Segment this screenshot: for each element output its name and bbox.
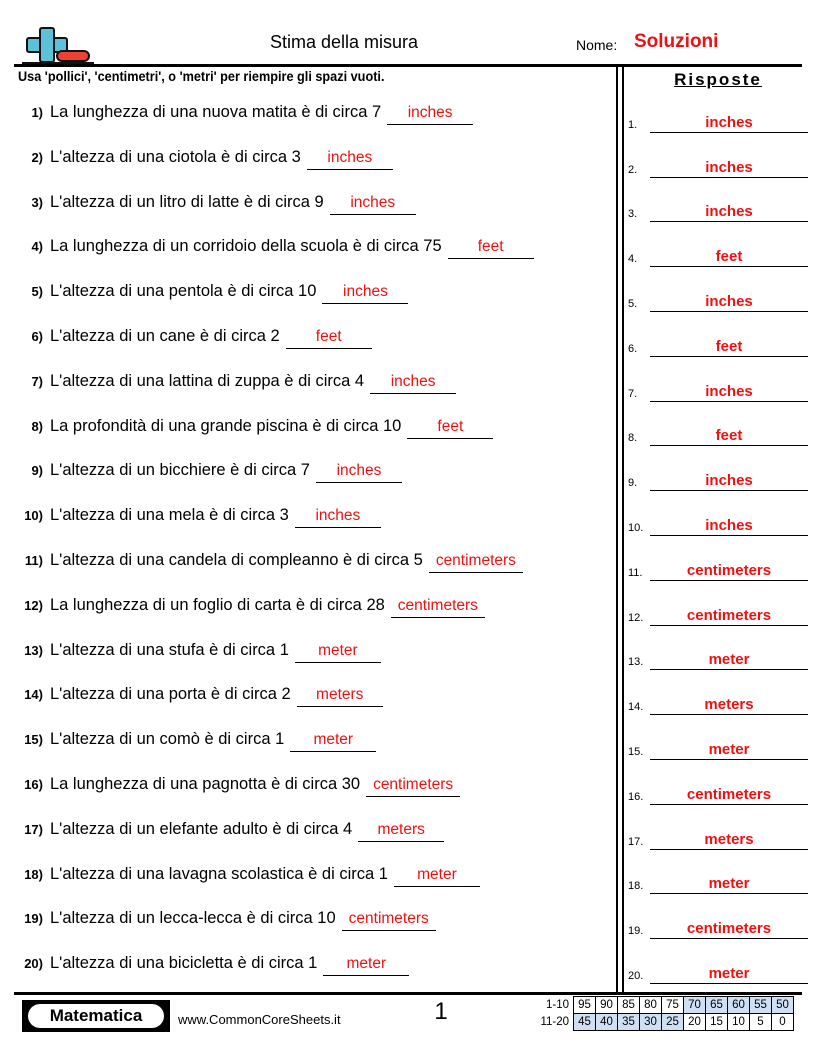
- question-number: 14): [24, 687, 43, 703]
- page-number: 1: [434, 998, 448, 1025]
- answer-key-value[interactable]: meters: [650, 831, 808, 850]
- answer-key-value[interactable]: inches: [650, 114, 808, 133]
- answer-key-number: 14.: [628, 701, 644, 714]
- question-body: [50, 640, 381, 663]
- question-answer-blank[interactable]: meter: [323, 954, 409, 976]
- question-body: [50, 102, 473, 125]
- question-answer-blank[interactable]: centimeters: [366, 775, 460, 797]
- footer-divider-rule: [14, 992, 802, 995]
- divider-line-left: [616, 67, 618, 992]
- score-table-cell: 10: [728, 1014, 750, 1031]
- answer-key-row: [628, 898, 808, 943]
- question-answer-blank[interactable]: centimeters: [342, 909, 436, 931]
- question-body: [50, 460, 402, 483]
- answer-key-number: 1.: [628, 118, 638, 131]
- question-text: L'altezza di una bicicletta è di circa 1: [50, 954, 318, 973]
- score-table-cell: 95: [574, 997, 596, 1014]
- answer-key-number: 6.: [628, 342, 638, 355]
- commoncoresheets-logo-icon: [20, 26, 94, 66]
- question-number: 6): [31, 328, 43, 344]
- question-answer-blank[interactable]: centimeters: [391, 596, 485, 618]
- question-row: [14, 275, 610, 320]
- answer-key-row: [628, 943, 808, 988]
- question-number: 8): [31, 418, 43, 434]
- question-row: [14, 858, 610, 903]
- answer-key-number: 19.: [628, 925, 644, 938]
- question-body: [50, 550, 523, 573]
- answer-key-value[interactable]: meter: [650, 741, 808, 760]
- question-answer-blank[interactable]: inches: [295, 506, 381, 528]
- answer-key-number: 5.: [628, 297, 638, 310]
- answer-key-row: [628, 630, 808, 675]
- answer-key-row: [628, 495, 808, 540]
- score-table-cell: 5: [750, 1014, 772, 1031]
- question-text: L'altezza di una lattina di zuppa è di circa 4: [50, 371, 365, 390]
- question-number: 3): [31, 194, 43, 210]
- score-table-cell: 55: [750, 997, 772, 1014]
- question-answer-blank[interactable]: inches: [387, 103, 473, 125]
- score-table-row-label: 1-10: [545, 999, 569, 1011]
- name-label: Nome:: [576, 37, 618, 53]
- score-table-cell: 15: [706, 1014, 728, 1031]
- score-table-row: [533, 1014, 794, 1031]
- answer-key-row: [628, 854, 808, 899]
- question-row: [14, 544, 610, 589]
- question-text: L'altezza di una candela di compleanno è di circa 5: [50, 550, 423, 569]
- question-row: [14, 454, 610, 499]
- question-row: [14, 634, 610, 679]
- question-row: [14, 141, 610, 186]
- answer-key-number: 12.: [628, 611, 644, 624]
- question-list: [14, 96, 610, 992]
- question-number: 19): [24, 911, 43, 927]
- answer-key-row: [628, 92, 808, 137]
- question-text: L'altezza di un bicchiere è di circa 7: [50, 461, 310, 480]
- answer-key-value[interactable]: inches: [650, 159, 808, 178]
- brand-badge-label: Matematica: [28, 1004, 164, 1028]
- answer-key-row: [628, 226, 808, 271]
- question-body: [50, 953, 409, 976]
- score-table-cell: 30: [640, 1014, 662, 1031]
- answer-key-row: [628, 809, 808, 854]
- question-text: L'altezza di un lecca-lecca è di circa 10: [50, 909, 336, 928]
- question-text: L'altezza di una porta è di circa 2: [50, 685, 291, 704]
- score-table-cell: 65: [706, 997, 728, 1014]
- answer-key-row: [628, 719, 808, 764]
- question-body: [50, 908, 436, 931]
- answer-key-row: [628, 316, 808, 361]
- score-table-cell: 90: [596, 997, 618, 1014]
- answer-key-row: [628, 182, 808, 227]
- answer-key-number: 11.: [628, 566, 643, 579]
- question-row: [14, 230, 610, 275]
- score-table-row: [533, 997, 794, 1014]
- question-number: 10): [24, 508, 43, 524]
- score-table-cell: 0: [772, 1014, 794, 1031]
- answer-key-row: [628, 674, 808, 719]
- answer-key-number: 8.: [628, 432, 638, 445]
- answer-key-value[interactable]: feet: [650, 338, 808, 357]
- question-answer-blank[interactable]: centimeters: [429, 551, 523, 573]
- logo-minus-bar: [56, 50, 90, 62]
- question-body: [50, 684, 383, 707]
- question-body: [50, 819, 444, 842]
- question-answer-blank[interactable]: inches: [322, 282, 408, 304]
- answer-key-row: [628, 764, 808, 809]
- question-body: [50, 595, 485, 618]
- page-title: Stima della misura: [269, 32, 419, 52]
- answer-key-row: [628, 137, 808, 182]
- score-table-cell: 60: [728, 997, 750, 1014]
- question-row: [14, 947, 610, 992]
- answer-key-list: [628, 92, 808, 988]
- question-row: [14, 813, 610, 858]
- question-number: 11): [24, 552, 43, 568]
- question-row: [14, 589, 610, 634]
- question-row: [14, 410, 610, 455]
- question-text: L'altezza di una lavagna scolastica è di circa 1: [50, 864, 388, 883]
- question-text: L'altezza di un elefante adulto è di circa 4: [50, 819, 353, 838]
- answer-key-value[interactable]: inches: [650, 293, 808, 312]
- answer-key-number: 2.: [628, 163, 638, 176]
- answer-key-value[interactable]: inches: [650, 383, 808, 402]
- question-text: L'altezza di un litro di latte è di circa 9: [50, 192, 324, 211]
- score-conversion-table: [533, 996, 794, 1031]
- question-text: La profondità di una grande piscina è di circa 10: [50, 416, 402, 435]
- question-row: [14, 186, 610, 231]
- question-body: [50, 236, 534, 259]
- question-text: L'altezza di una stufa è di circa 1: [50, 640, 289, 659]
- answer-key-number: 16.: [628, 790, 644, 803]
- question-row: [14, 902, 610, 947]
- score-table-cell: 35: [618, 1014, 640, 1031]
- question-answer-blank[interactable]: inches: [307, 148, 393, 170]
- question-answer-blank[interactable]: meter: [394, 865, 480, 887]
- question-body: [50, 147, 393, 170]
- answer-key-number: 18.: [628, 880, 644, 893]
- answer-key-value[interactable]: inches: [650, 203, 808, 222]
- answer-key-number: 10.: [628, 521, 644, 534]
- score-table-cell: 40: [596, 1014, 618, 1031]
- instructions-text: Usa 'pollici', 'centimetri', o 'metri' per riempire gli spazi vuoti.: [18, 69, 385, 84]
- question-number: 4): [31, 239, 43, 255]
- header-divider-rule: [14, 64, 802, 67]
- answer-key-number: 20.: [628, 969, 644, 982]
- answer-key-row: [628, 585, 808, 630]
- divider-line-right: [622, 67, 624, 992]
- question-number: 1): [31, 105, 43, 120]
- answer-key-value[interactable]: centimeters: [650, 607, 808, 626]
- answer-key-row: [628, 271, 808, 316]
- question-number: 15): [24, 732, 43, 748]
- answer-key-panel: [628, 68, 808, 988]
- question-answer-blank[interactable]: inches: [370, 372, 456, 394]
- answer-key-number: 9.: [628, 477, 638, 490]
- answer-key-number: 15.: [628, 745, 644, 758]
- name-field-value[interactable]: Soluzioni: [634, 31, 719, 52]
- question-answer-blank[interactable]: inches: [316, 461, 402, 483]
- score-table-cell: 50: [772, 997, 794, 1014]
- question-text: L'altezza di una pentola è di circa 10: [50, 282, 317, 301]
- answer-key-value[interactable]: centimeters: [650, 920, 808, 939]
- question-answer-blank[interactable]: feet: [407, 417, 493, 439]
- score-table-cell: 45: [574, 1014, 596, 1031]
- score-table-cell: 85: [618, 997, 640, 1014]
- question-answer-blank[interactable]: meters: [297, 685, 383, 707]
- question-number: 17): [24, 821, 43, 837]
- answer-key-value[interactable]: feet: [650, 427, 808, 446]
- question-text: L'altezza di un comò è di circa 1: [50, 730, 285, 749]
- question-number: 16): [24, 776, 43, 792]
- question-number: 18): [24, 866, 43, 882]
- question-row: [14, 723, 610, 768]
- question-number: 12): [24, 597, 43, 613]
- question-body: [50, 416, 493, 439]
- logo-plus-center: [41, 39, 53, 51]
- question-row: [14, 320, 610, 365]
- question-body: [50, 729, 376, 752]
- question-answer-blank[interactable]: meter: [290, 730, 376, 752]
- answer-key-number: 7.: [628, 387, 638, 400]
- question-row: [14, 365, 610, 410]
- website-url: www.CommonCoreSheets.it: [178, 1012, 341, 1027]
- answer-key-number: 13.: [628, 656, 644, 669]
- question-body: [50, 371, 456, 394]
- answer-key-row: [628, 406, 808, 451]
- question-row: [14, 768, 610, 813]
- question-answer-blank[interactable]: feet: [448, 237, 534, 259]
- question-row: [14, 96, 610, 141]
- score-table-cell: 80: [640, 997, 662, 1014]
- answer-key-value[interactable]: meters: [650, 696, 808, 715]
- score-table-cell: 25: [662, 1014, 684, 1031]
- answer-key-value[interactable]: inches: [650, 517, 808, 536]
- question-text: L'altezza di una ciotola è di circa 3: [50, 147, 301, 166]
- question-body: [50, 505, 381, 528]
- answer-key-value[interactable]: meter: [650, 875, 808, 894]
- question-number: 2): [31, 149, 43, 165]
- answer-key-value[interactable]: centimeters: [650, 786, 808, 805]
- question-body: [50, 774, 460, 797]
- score-table-cell: 20: [684, 1014, 706, 1031]
- answer-key-number: 4.: [628, 253, 638, 266]
- question-text: La lunghezza di un foglio di carta è di circa 28: [50, 595, 385, 614]
- brand-badge: [22, 1000, 170, 1032]
- answer-key-row: [628, 540, 808, 585]
- worksheet-header: [14, 26, 802, 66]
- score-table-cell: 70: [684, 997, 706, 1014]
- answer-key-value[interactable]: feet: [650, 248, 808, 267]
- question-row: [14, 678, 610, 723]
- answer-key-title: Risposte: [674, 70, 762, 89]
- question-row: [14, 499, 610, 544]
- answer-key-row: [628, 361, 808, 406]
- question-number: 7): [31, 373, 43, 389]
- question-text: La lunghezza di una pagnotta è di circa 30: [50, 774, 361, 793]
- question-body: [50, 192, 416, 215]
- question-text: L'altezza di una mela è di circa 3: [50, 506, 289, 525]
- question-text: L'altezza di un cane è di circa 2: [50, 326, 280, 345]
- question-answer-blank[interactable]: meters: [358, 820, 444, 842]
- score-table-cell: 75: [662, 997, 684, 1014]
- answer-key-number: 17.: [628, 835, 644, 848]
- answer-key-value[interactable]: centimeters: [650, 562, 808, 581]
- answer-key-value[interactable]: meter: [650, 965, 808, 984]
- question-text: La lunghezza di una nuova matita è di circa 7: [50, 103, 382, 121]
- question-answer-blank[interactable]: feet: [286, 327, 372, 349]
- score-table-body: [533, 997, 794, 1031]
- panel-divider: [616, 67, 624, 992]
- answer-key-number: 3.: [628, 208, 638, 221]
- answer-key-value[interactable]: meter: [650, 651, 808, 670]
- score-table-row-label: 11-20: [540, 1016, 569, 1028]
- question-text: La lunghezza di un corridoio della scuola è di circa 75: [50, 237, 442, 256]
- question-number: 20): [24, 956, 43, 972]
- question-answer-blank[interactable]: inches: [330, 193, 416, 215]
- question-body: [50, 864, 480, 887]
- answer-key-row: [628, 450, 808, 495]
- question-body: [50, 281, 408, 304]
- question-body: [50, 326, 372, 349]
- question-number: 5): [31, 284, 43, 300]
- question-number: 9): [31, 463, 43, 479]
- question-number: 13): [24, 642, 43, 658]
- answer-key-value[interactable]: inches: [650, 472, 808, 491]
- question-answer-blank[interactable]: meter: [295, 641, 381, 663]
